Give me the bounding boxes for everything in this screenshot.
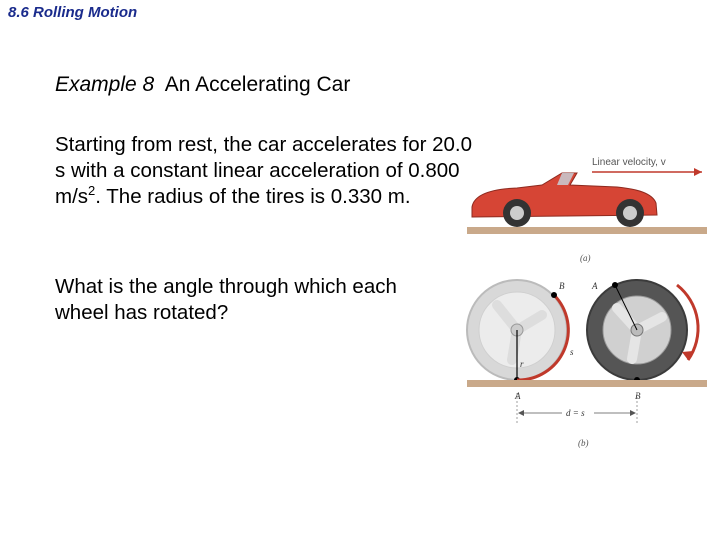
label-r: r xyxy=(520,359,524,369)
label-s: s xyxy=(570,347,574,357)
distance-label: d = s xyxy=(566,408,585,418)
rolling-figure xyxy=(462,145,712,455)
point-B xyxy=(551,292,557,298)
label-B-bottom: B xyxy=(635,391,641,401)
velocity-arrowhead xyxy=(694,168,702,176)
example-number: Example 8 xyxy=(55,73,155,96)
problem-superscript: 2 xyxy=(88,183,96,199)
road-b xyxy=(467,380,707,387)
road-a xyxy=(467,227,707,234)
car xyxy=(472,173,657,227)
panel-b-label: (b) xyxy=(578,438,589,448)
point-A-top xyxy=(612,282,618,288)
example-title xyxy=(55,73,350,97)
right-wheel xyxy=(587,280,687,383)
problem-text-2: . The radius of the tires is 0.330 m. xyxy=(95,185,411,208)
question-text: What is the angle through which each wheel has rotated? xyxy=(55,275,397,324)
example-name: An Accelerating Car xyxy=(164,73,351,96)
problem-statement xyxy=(55,132,475,210)
label-B-top: B xyxy=(559,281,565,291)
panel-a-label: (a) xyxy=(580,253,591,263)
problem-text-1: Starting from rest, the car accelerates for 20.0 s with a constant linear acceleration of 0.800 m/s xyxy=(55,133,473,208)
label-A-top: A xyxy=(592,281,598,291)
velocity-label: Linear velocity, v xyxy=(592,157,666,168)
section-header: 8.6 Rolling Motion xyxy=(8,4,138,21)
label-A-bottom: A xyxy=(515,391,521,401)
